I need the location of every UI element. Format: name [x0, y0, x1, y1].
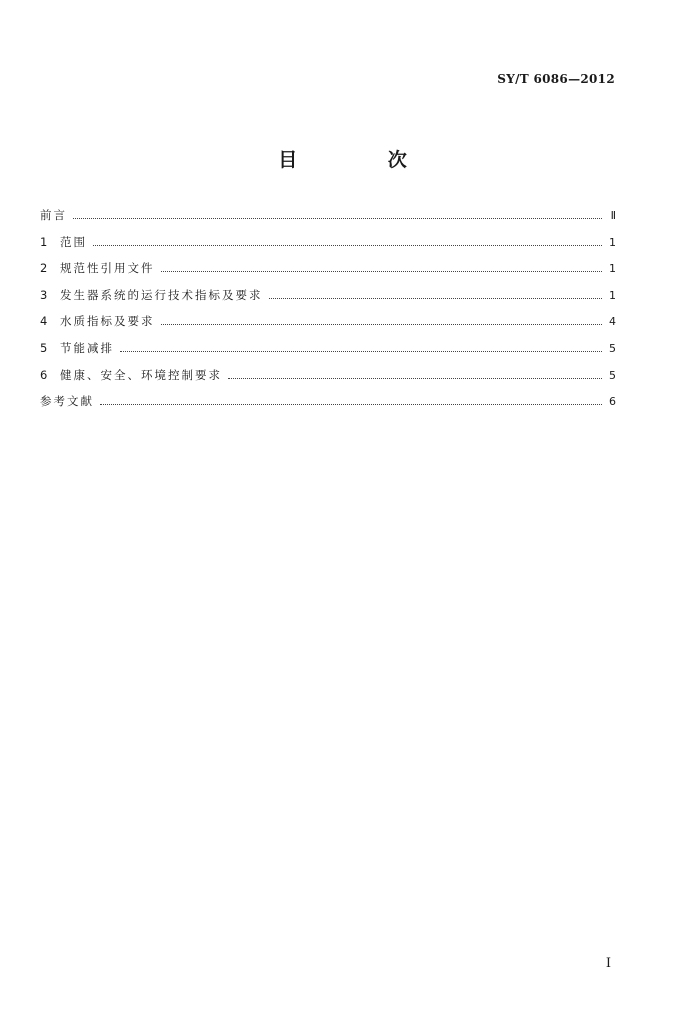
toc-entry-label: 发生器系统的运行技术指标及要求 [60, 287, 263, 302]
toc-entry-label: 水质指标及要求 [60, 314, 155, 329]
toc-entry-energy-saving[interactable] [40, 340, 616, 367]
toc-entry-page: Ⅱ [610, 209, 616, 222]
toc-entry-page: 1 [609, 288, 616, 302]
page-title: 目 次 [278, 149, 449, 171]
toc-entry-page: 4 [609, 315, 616, 329]
toc-entry-operating-requirements[interactable] [40, 287, 616, 314]
toc-leader-dots [228, 377, 602, 379]
toc-entry-page: 6 [609, 395, 616, 409]
toc-entry-number: 5 [40, 340, 48, 355]
toc-entry-label: 规范性引用文件 [60, 261, 155, 276]
toc-entry-label: 参考文献 [40, 394, 94, 409]
toc-leader-dots [93, 244, 602, 246]
toc-leader-dots [100, 403, 602, 405]
toc-entry-number: 2 [40, 261, 48, 276]
toc-entry-label: 节能减排 [60, 340, 114, 355]
toc-leader-dots [161, 270, 603, 272]
toc-entry-page: 1 [609, 262, 616, 276]
toc-entry-number: 6 [40, 367, 48, 382]
toc-entry-page: 5 [609, 368, 616, 382]
toc-leader-dots [120, 350, 602, 352]
toc-entry-label: 前言 [40, 208, 67, 222]
toc-entry-label: 健康、安全、环境控制要求 [60, 367, 222, 382]
toc-entry-scope[interactable] [40, 234, 616, 261]
standard-code: SY/T 6086—2012 [497, 72, 615, 86]
toc-leader-dots [161, 323, 603, 325]
toc-entry-normative-references[interactable] [40, 260, 616, 287]
toc-leader-dots [269, 297, 603, 299]
toc-entry-page: 5 [609, 341, 616, 355]
toc-entry-number: 4 [40, 314, 48, 329]
page-number: Ⅰ [605, 956, 611, 971]
toc-entry-number: 3 [40, 287, 48, 302]
toc-entry-number: 1 [40, 234, 48, 249]
toc-entry-water-quality[interactable] [40, 313, 616, 340]
toc-entry-label: 范围 [60, 234, 87, 249]
toc-entry-foreword[interactable] [40, 207, 616, 234]
toc-entry-page: 1 [609, 235, 616, 249]
toc-entry-bibliography[interactable] [40, 393, 616, 420]
toc-leader-dots [73, 217, 602, 219]
table-of-contents [40, 207, 616, 420]
toc-entry-hse[interactable] [40, 367, 616, 394]
